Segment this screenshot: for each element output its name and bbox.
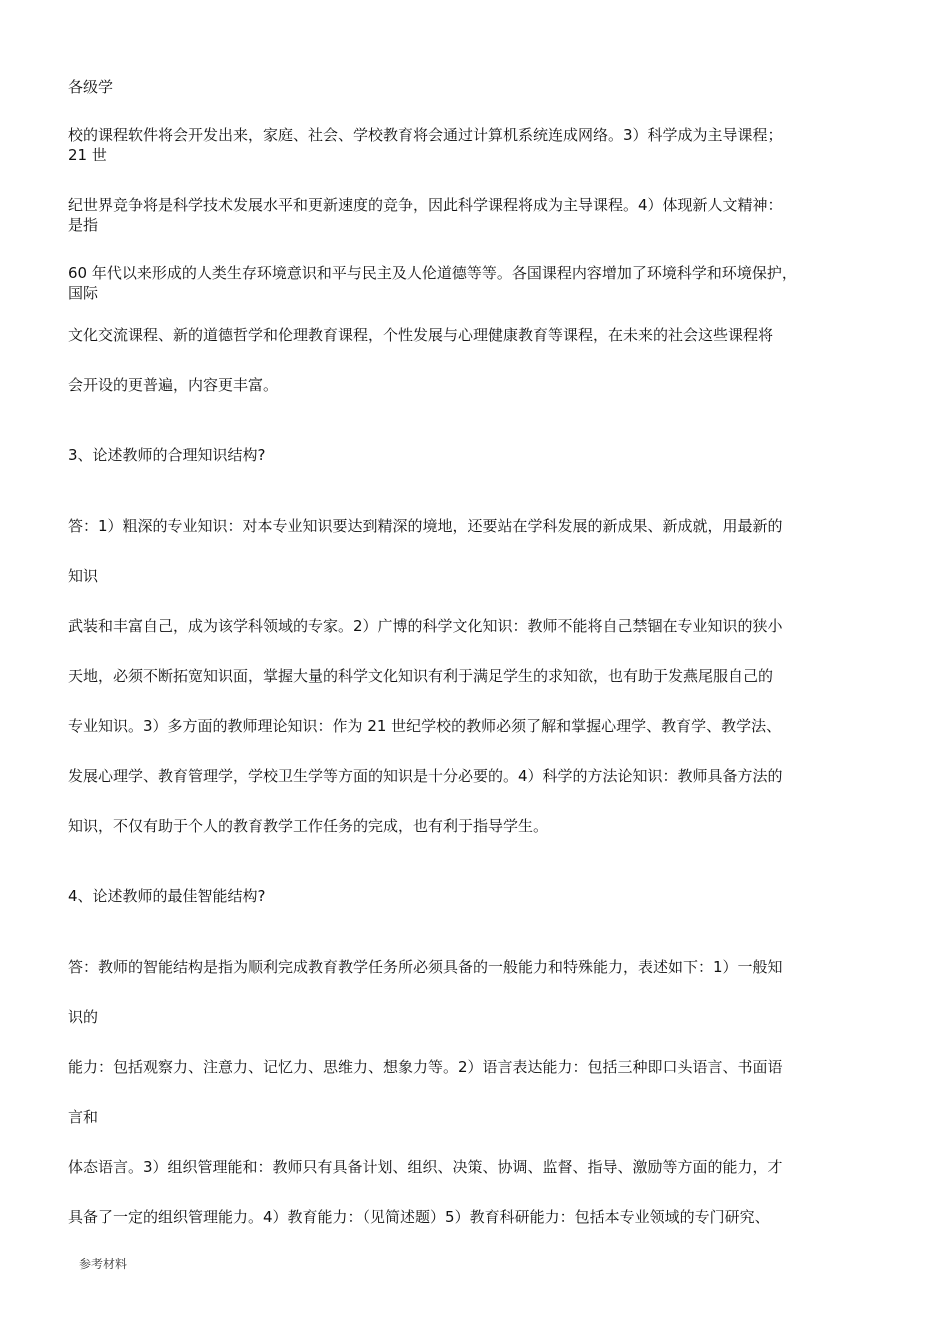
question-heading: 3、论述教师的合理知识结构? [68, 446, 266, 464]
text-line: 纪世界竞争将是科学技术发展水平和更新速度的竞争，因此科学课程将成为主导课程。4）体现新人文精神： [68, 196, 783, 214]
text-line: 各级学 [68, 78, 114, 96]
text-line: 知识，不仅有助于个人的教育教学工作任务的完成，也有利于指导学生。 [68, 817, 549, 835]
question-heading: 4、论述教师的最佳智能结构? [68, 887, 266, 905]
text-line: 答：1）粗深的专业知识：对本专业知识要达到精深的境地，还要站在学科发展的新成果、新成就，用最新的 [68, 517, 783, 535]
text-line: 具备了一定的组织管理能力。4）教育能力：（见简述题）5）教育科研能力：包括本专业领域的专门研究、 [68, 1208, 770, 1226]
text-line: 是指 [68, 216, 99, 234]
text-line: 会开设的更普遍，内容更丰富。 [68, 376, 279, 394]
text-line: 60 年代以来形成的人类生存环境意识和平与民主及人伦道德等等。各国课程内容增加了环境科学和环境保护， [68, 264, 797, 282]
text-line: 21 世 [68, 146, 107, 164]
text-line: 言和 [68, 1108, 99, 1126]
text-line: 能力：包括观察力、注意力、记忆力、思维力、想象力等。2）语言表达能力：包括三种即口头语言、书面语 [68, 1058, 783, 1076]
text-line: 国际 [68, 284, 99, 302]
text-line: 知识 [68, 567, 99, 585]
text-line: 天地，必须不断拓宽知识面，掌握大量的科学文化知识有利于满足学生的求知欲，也有助于发燕尾服自己的 [68, 667, 774, 685]
text-line: 文化交流课程、新的道德哲学和伦理教育课程，个性发展与心理健康教育等课程，在未来的社会这些课程将 [68, 326, 774, 344]
footer-label: 参考材料 [79, 1257, 128, 1271]
text-line: 发展心理学、教育管理学，学校卫生学等方面的知识是十分必要的。4）科学的方法论知识：教师具备方法的 [68, 767, 783, 785]
text-line: 体态语言。3）组织管理能和：教师只有具备计划、组织、决策、协调、监督、指导、激励等方面的能力，才 [68, 1158, 783, 1176]
text-line: 校的课程软件将会开发出来，家庭、社会、学校教育将会通过计算机系统连成网络。3）科学成为主导课程； [68, 126, 783, 144]
text-line: 专业知识。3）多方面的教师理论知识：作为 21 世纪学校的教师必须了解和掌握心理学、教育学、教学法、 [68, 717, 782, 735]
text-line: 武装和丰富自己，成为该学科领域的专家。2）广博的科学文化知识：教师不能将自己禁锢在专业知识的狭小 [68, 617, 783, 635]
text-line: 识的 [68, 1008, 99, 1026]
text-line: 答：教师的智能结构是指为顺利完成教育教学任务所必须具备的一般能力和特殊能力，表述如下：1）一般知 [68, 958, 783, 976]
